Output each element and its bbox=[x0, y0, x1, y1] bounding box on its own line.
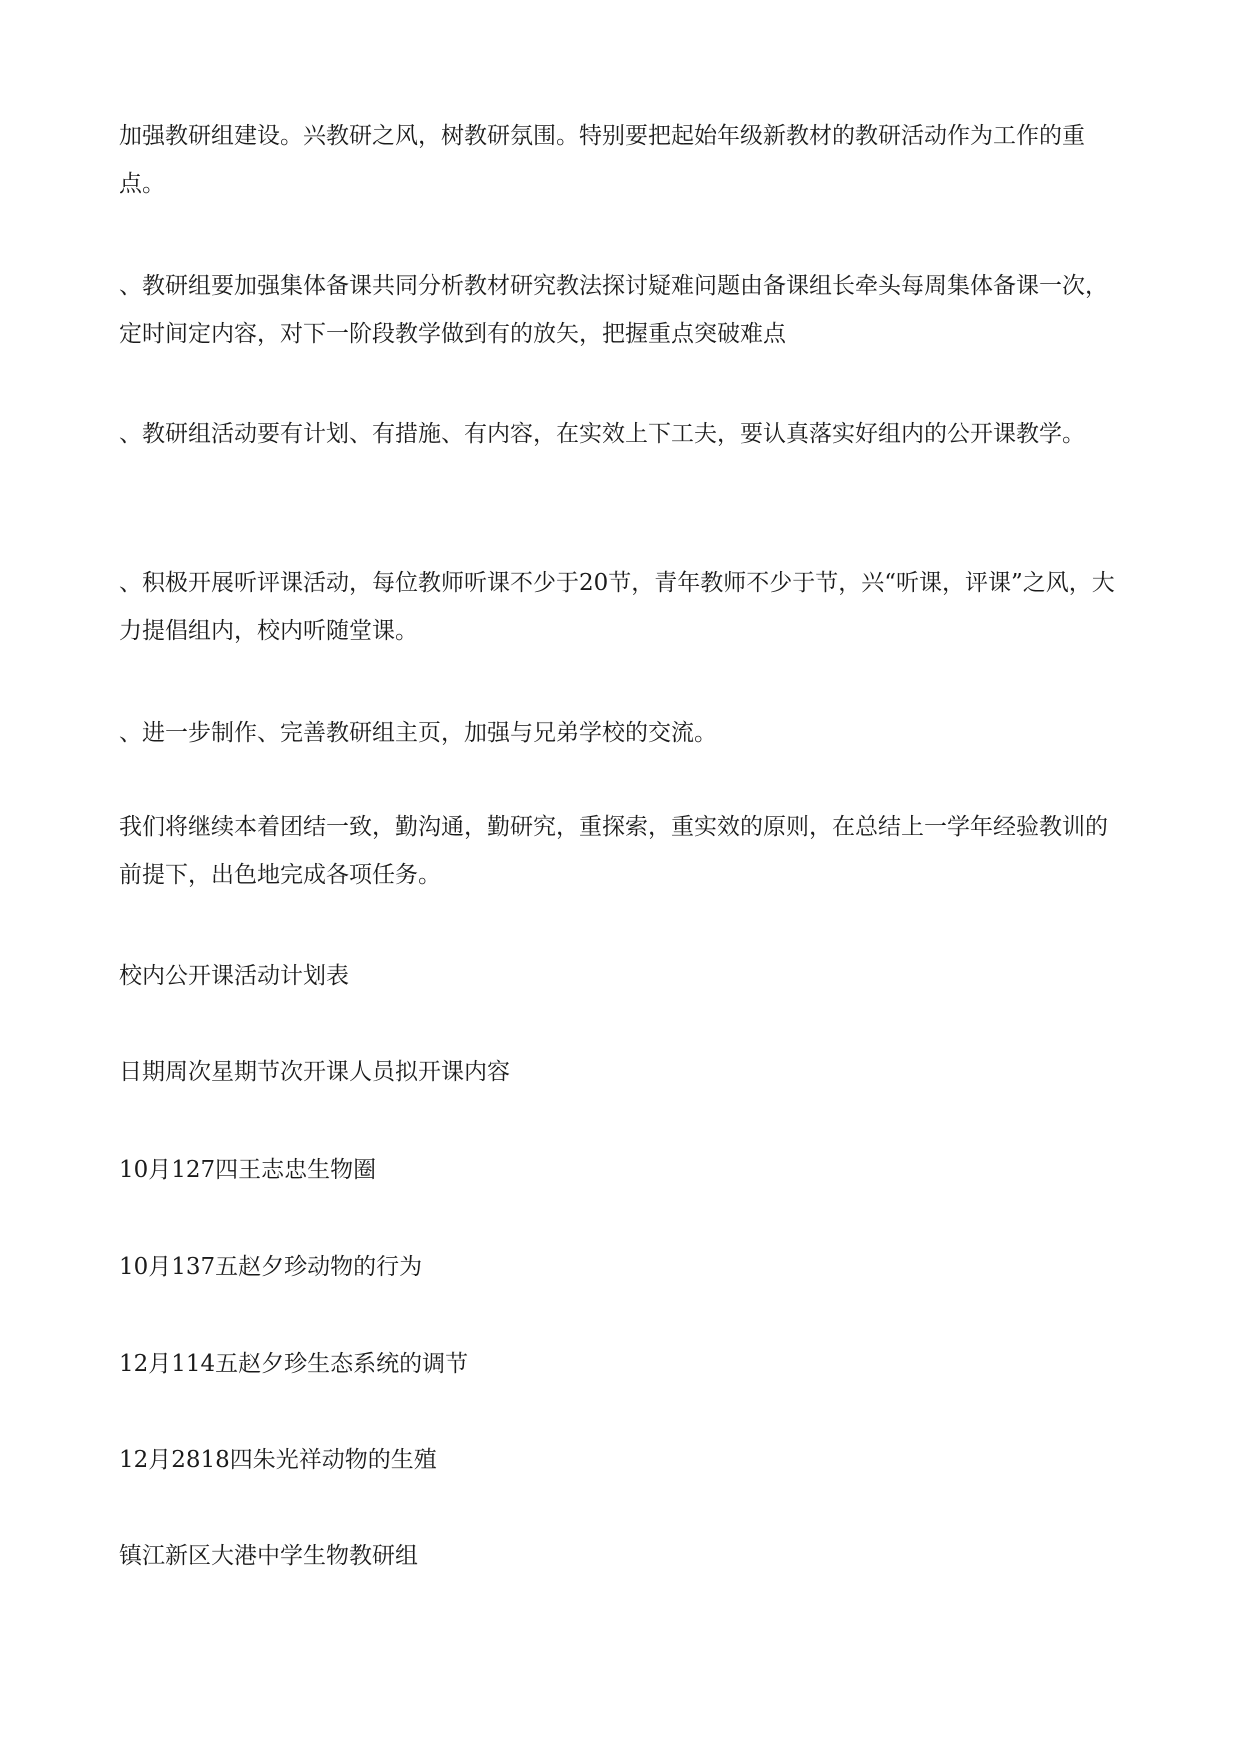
table-row: 10月137五赵夕珍动物的行为 bbox=[119, 1254, 423, 1280]
paragraph-4: 、积极开展听评课活动，每位教师听课不少于20节，青年教师不少于节，兴“听课，评课”之风，大力提倡组内，校内听随堂课。 bbox=[119, 570, 1115, 644]
paragraph-3: 、教研组活动要有计划、有措施、有内容，在实效上下工夫，要认真落实好组内的公开课教学。 bbox=[119, 421, 1085, 447]
table-row: 12月2818四朱光祥动物的生殖 bbox=[119, 1447, 437, 1473]
footer-signature: 镇江新区大港中学生物教研组 bbox=[119, 1543, 418, 1569]
paragraph-2: 、教研组要加强集体备课共同分析教材研究教法探讨疑难问题由备课组长牵头每周集体备课一次，定时间定内容，对下一阶段教学做到有的放矢，把握重点突破难点 bbox=[119, 273, 1108, 347]
paragraph-1: 加强教研组建设。兴教研之风，树教研氛围。特别要把起始年级新教材的教研活动作为工作的重点。 bbox=[119, 123, 1085, 197]
table-title: 校内公开课活动计划表 bbox=[119, 963, 349, 989]
paragraph-6: 我们将继续本着团结一致，勤沟通，勤研究，重探索，重实效的原则，在总结上一学年经验教训的前提下，出色地完成各项任务。 bbox=[119, 814, 1108, 888]
table-row: 10月127四王志忠生物圈 bbox=[119, 1157, 377, 1183]
paragraph-5: 、进一步制作、完善教研组主页，加强与兄弟学校的交流。 bbox=[119, 720, 717, 746]
table-header: 日期周次星期节次开课人员拟开课内容 bbox=[119, 1059, 510, 1085]
table-row: 12月114五赵夕珍生态系统的调节 bbox=[119, 1351, 469, 1377]
